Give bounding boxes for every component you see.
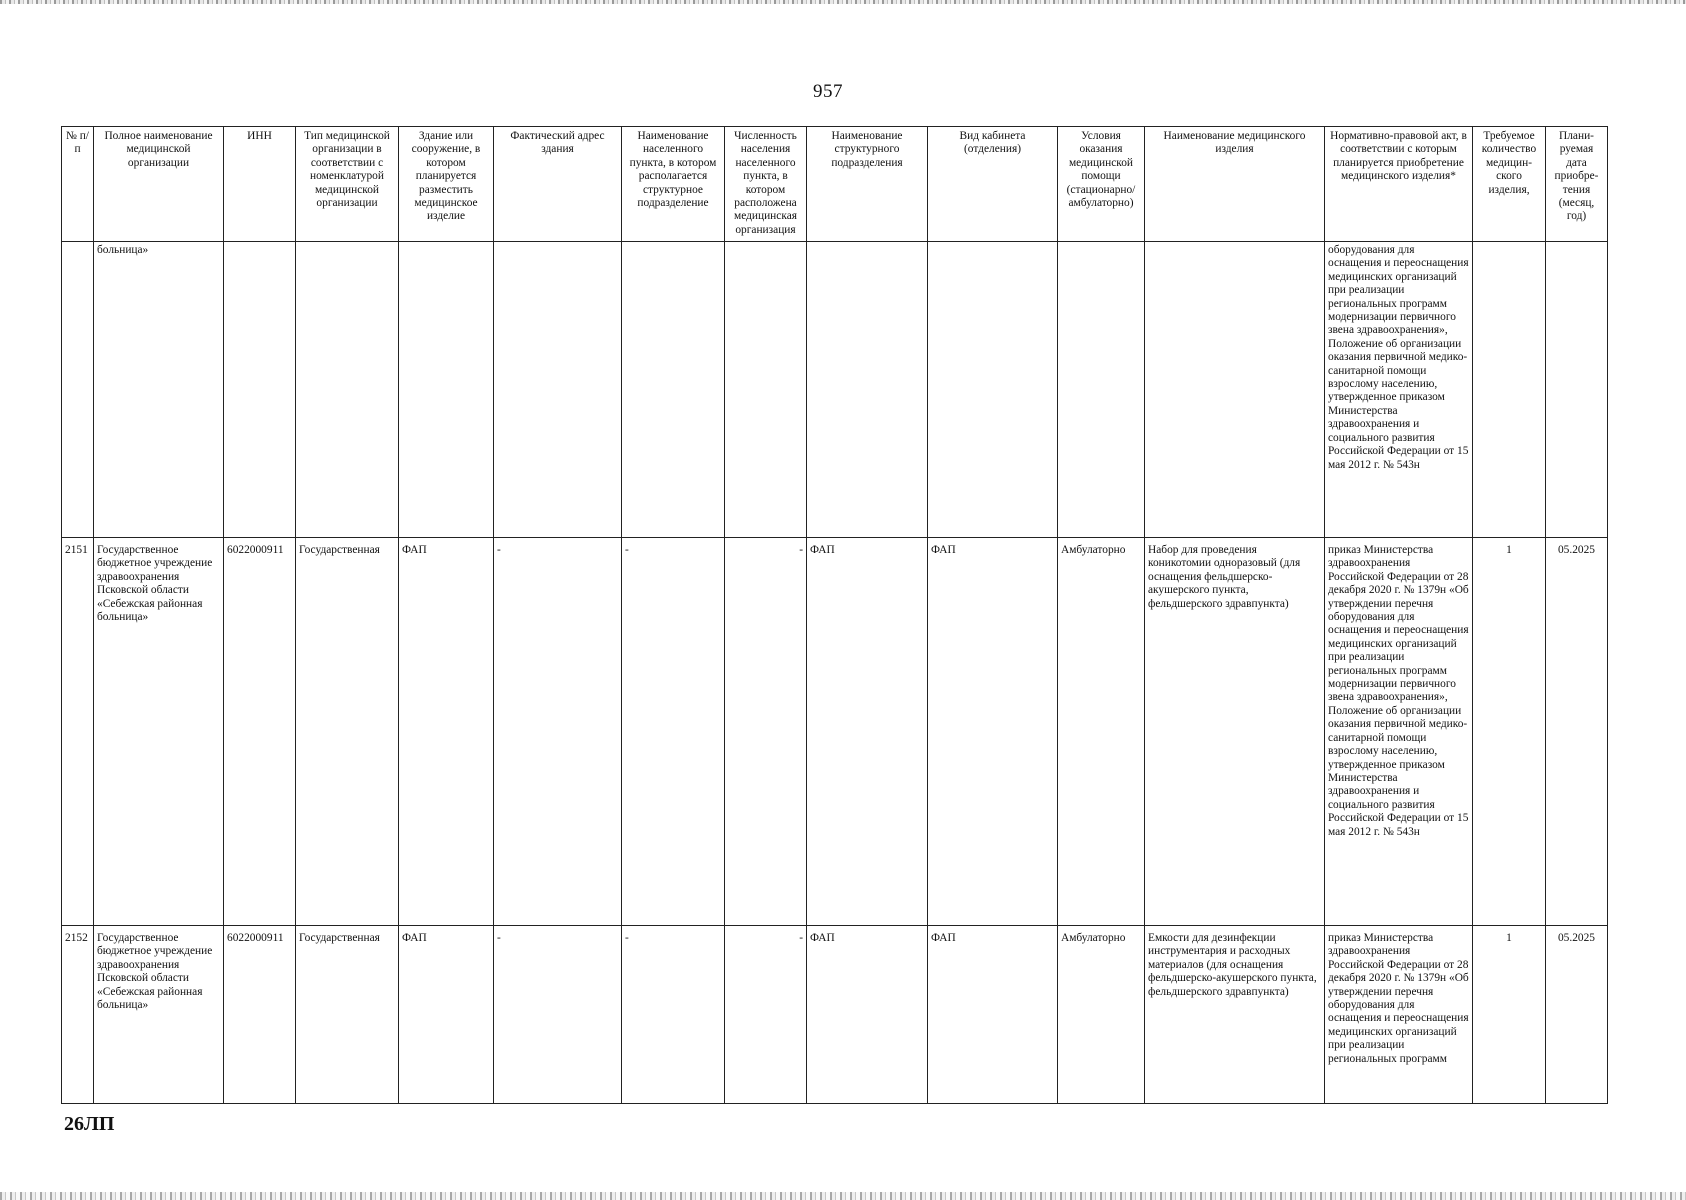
cell-num: [62, 242, 94, 538]
cell-settlement: -: [622, 538, 725, 926]
cell-conditions: [1058, 242, 1145, 538]
cell-cabinet: [928, 242, 1058, 538]
cell-population: -: [725, 538, 807, 926]
cell-address: -: [494, 926, 622, 1104]
cell-address: [494, 242, 622, 538]
cell-population: [725, 242, 807, 538]
cell-type: Государственная: [296, 538, 399, 926]
cell-date: 05.2025: [1546, 538, 1608, 926]
cell-act: приказ Министерства здравоохранения Российской Федерации от 28 декабря 2020 г. № 1379н «Об утверждении перечня оборудования для оснащения и переоснащения медицинских организаций при реализации региональных программ модернизации первичного звена здравоохранения», Положение об организации оказания первичной медико-санитарной помощи взрослому населению, утвержденное приказом Министерства здравоохранения и социального развития Российской Федерации от 15 мая 2012 г. № 543н: [1325, 538, 1473, 926]
header-org: Полное наименование медицинской организации: [94, 127, 224, 242]
table-row: [62, 926, 1608, 1104]
header-address: Фактический адрес здания: [494, 127, 622, 242]
cell-num: 2151: [62, 538, 94, 926]
cell-building: [399, 242, 494, 538]
cell-inn: 6022000911: [224, 926, 296, 1104]
equipment-registry-table: [61, 126, 1608, 1104]
header-settlement: Наименование населенного пункта, в котором располагается структурное подразделение: [622, 127, 725, 242]
header-unit: Наименование структурного подразделения: [807, 127, 928, 242]
cell-inn: [224, 242, 296, 538]
table-row: [62, 538, 1608, 926]
cell-date: [1546, 242, 1608, 538]
header-type: Тип медицинской организации в соответствии с номенклатурой медицинской организации: [296, 127, 399, 242]
header-qty: Требуемое количество медицин-ского изделия,: [1473, 127, 1546, 242]
cell-device: [1145, 242, 1325, 538]
cell-type: Государственная: [296, 926, 399, 1104]
cell-population: -: [725, 926, 807, 1104]
cell-unit: [807, 242, 928, 538]
cell-qty: [1473, 242, 1546, 538]
cell-settlement: [622, 242, 725, 538]
scan-bottom-edge: [0, 1192, 1686, 1200]
header-device: Наименование медицинского изделия: [1145, 127, 1325, 242]
cell-conditions: Амбулаторно: [1058, 926, 1145, 1104]
cell-unit: ФАП: [807, 538, 928, 926]
cell-settlement: -: [622, 926, 725, 1104]
cell-qty: 1: [1473, 926, 1546, 1104]
cell-cabinet: ФАП: [928, 538, 1058, 926]
header-inn: ИНН: [224, 127, 296, 242]
footer-code: 26ЛП: [64, 1113, 115, 1135]
cell-org: больница»: [94, 242, 224, 538]
cell-inn: 6022000911: [224, 538, 296, 926]
header-population: Численность населения населенного пункта, в котором расположена медицинская организация: [725, 127, 807, 242]
cell-building: ФАП: [399, 926, 494, 1104]
header-conditions: Условия оказания медицинской помощи (стационарно/ амбулаторно): [1058, 127, 1145, 242]
cell-conditions: Амбулаторно: [1058, 538, 1145, 926]
cell-type: [296, 242, 399, 538]
page-number: 957: [813, 81, 843, 102]
header-building: Здание или сооружение, в котором планируется разместить медицинское изделие: [399, 127, 494, 242]
header-date: Плани-руемая дата приобре-тения (месяц, год): [1546, 127, 1608, 242]
cell-act: приказ Министерства здравоохранения Российской Федерации от 28 декабря 2020 г. № 1379н «Об утверждении перечня оборудования для оснащения и переоснащения медицинских организаций при реализации региональных программ: [1325, 926, 1473, 1104]
cell-unit: ФАП: [807, 926, 928, 1104]
header-cabinet: Вид кабинета (отделения): [928, 127, 1058, 242]
cell-building: ФАП: [399, 538, 494, 926]
cell-device: Набор для проведения коникотомии одноразовый (для оснащения фельдшерско-акушерского пункта, фельдшерского здравпункта): [1145, 538, 1325, 926]
cell-date: 05.2025: [1546, 926, 1608, 1104]
header-act: Нормативно-правовой акт, в соответствии с которым планируется приобретение медицинского изделия*: [1325, 127, 1473, 242]
cell-org: Государственное бюджетное учреждение здравоохранения Псковской области «Себежская районная больница»: [94, 926, 224, 1104]
cell-device: Емкости для дезинфекции инструментария и расходных материалов (для оснащения фельдшерско-акушерского пункта, фельдшерского здравпункта): [1145, 926, 1325, 1104]
cell-address: -: [494, 538, 622, 926]
cell-qty: 1: [1473, 538, 1546, 926]
cell-cabinet: ФАП: [928, 926, 1058, 1104]
table-header-row: [62, 127, 1608, 242]
table-row: [62, 242, 1608, 538]
cell-org: Государственное бюджетное учреждение здравоохранения Псковской области «Себежская районная больница»: [94, 538, 224, 926]
cell-act: оборудования для оснащения и переоснащения медицинских организаций при реализации региональных программ модернизации первичного звена здравоохранения», Положение об организации оказания первичной медико-санитарной помощи взрослому населению, утвержденное приказом Министерства здравоохранения и социального развития Российской Федерации от 15 мая 2012 г. № 543н: [1325, 242, 1473, 538]
cell-num: 2152: [62, 926, 94, 1104]
header-num: № п/п: [62, 127, 94, 242]
scan-top-edge: [0, 0, 1686, 4]
